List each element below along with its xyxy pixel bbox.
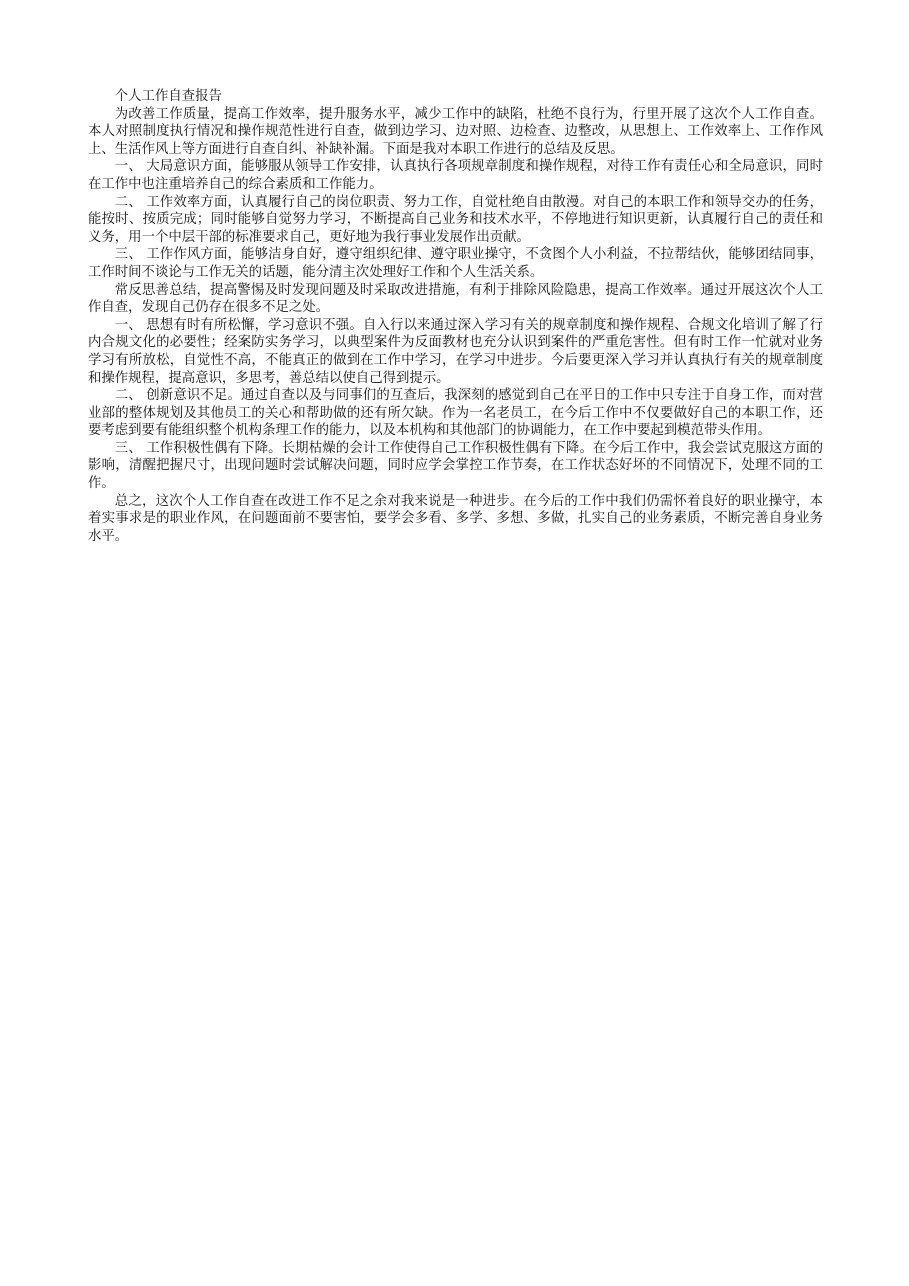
paragraph-intro: 为改善工作质量，提高工作效率，提升服务水平，减少工作中的缺陷，杜绝不良行为，行里开展了这次个人工作自查。本人对照制度执行情况和操作规范性进行自查，做到边学习、边对照、边检查、边整改，从思想上、工作效率上、工作作风上、生活作风上等方面进行自查自纠、补缺补漏。下面是我对本职工作进行的总结及反思。 <box>88 106 823 157</box>
paragraph-shortcoming-motivation: 三、 工作积极性偶有下降。长期枯燥的会计工作使得自己工作积极性偶有下降。在今后工作中，我会尝试克服这方面的影响，清醒把握尺寸，出现问题时尝试解决问题，同时应学会掌控工作节奏，在工作状态好坏的不同情况下，处理不同的工作。 <box>88 440 823 492</box>
document-title: 个人工作自查报告 <box>114 89 222 104</box>
document-body <box>88 88 823 545</box>
paragraph-reflection: 常反思善总结，提高警惕及时发现问题及时采取改进措施，有利于排除风险隐患，提高工作效率。通过开展这次个人工作自查，发现自己仍存在很多不足之处。 <box>88 282 823 316</box>
paragraph-overall-awareness: 一、 大局意识方面，能够服从领导工作安排，认真执行各项规章制度和操作规程，对待工作有责任心和全局意识，同时在工作中也注重培养自己的综合素质和工作能力。 <box>88 159 823 192</box>
paragraph-shortcoming-learning: 一、 思想有时有所松懈，学习意识不强。自入行以来通过深入学习有关的规章制度和操作规程、合规文化培训了解了行内合规文化的必要性；经案防实务学习，以典型案件为反面教材也充分认识到案件的严重危害性。但有时工作一忙就对业务学习有所放松，自觉性不高，不能真正的做到在工作中学习，在学习中进步。今后要更深入学习并认真执行有关的规章制度和操作规程，提高意识，多思考，善总结以使自己得到提示。 <box>88 317 823 386</box>
paragraph-work-efficiency: 二、 工作效率方面，认真履行自己的岗位职责、努力工作，自觉杜绝自由散漫。对自己的本职工作和领导交办的任务，能按时、按质完成；同时能够自觉努力学习，不断提高自己业务和技术水平，不停地进行知识更新，认真履行自己的责任和义务，用一个中层干部的标准要求自己，更好地为我行事业发展作出贡献。 <box>88 194 823 245</box>
paragraph-work-style: 三、 工作作风方面，能够洁身自好，遵守组织纪律、遵守职业操守，不贪图个人小利益，不拉帮结伙，能够团结同事，工作时间不谈论与工作无关的话题，能分清主次处理好工作和个人生活关系。 <box>88 247 823 280</box>
paragraph-conclusion: 总之，这次个人工作自查在改进工作不足之余对我来说是一种进步。在今后的工作中我们仍需怀着良好的职业操守，本着实事求是的职业作风，在问题面前不要害怕，要学会多看、多学、多想、多做，扎实自己的业务素质，不断完善自身业务水平。 <box>88 493 823 544</box>
paragraph-shortcoming-innovation: 二、 创新意识不足。通过自查以及与同事们的互查后，我深刻的感觉到自己在平日的工作中只专注于自身工作，而对营业部的整体规划及其他员工的关心和帮助做的还有所欠缺。作为一名老员工，在今后工作中不仅要做好自己的本职工作，还要考虑到要有能组织整个机构条理工作的能力，以及本机构和其他部门的协调能力，在工作中要起到模范带头作用。 <box>88 388 823 439</box>
